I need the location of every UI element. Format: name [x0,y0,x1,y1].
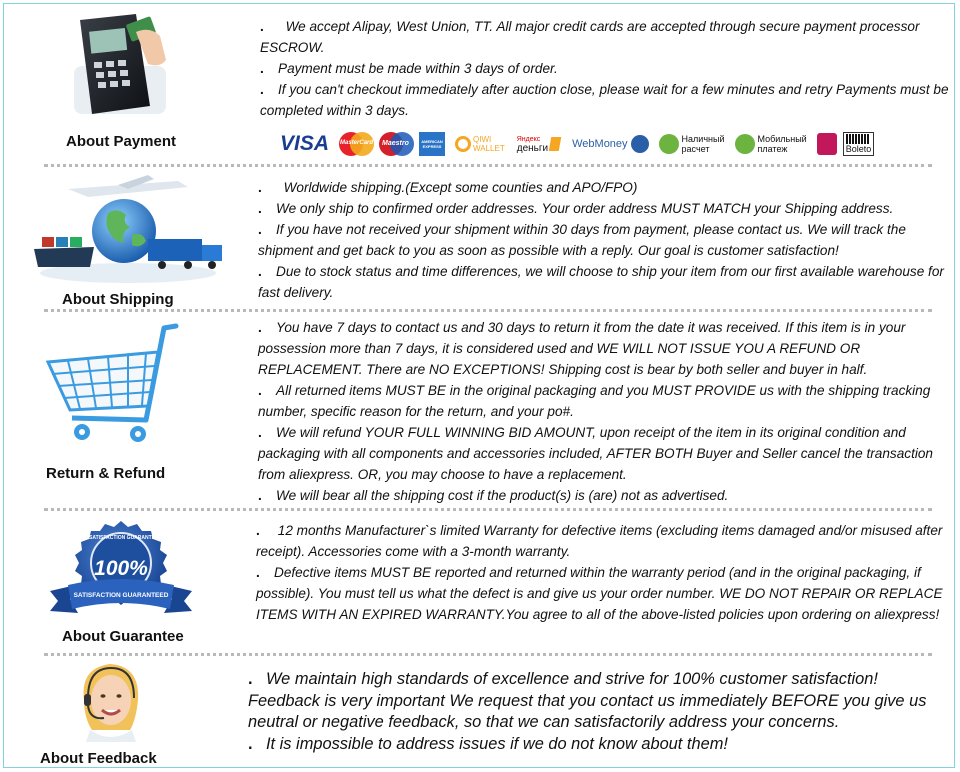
shipping-text [258,177,950,303]
returns-caption: Return & Refund [46,465,166,482]
shipping-bullet-3: . If you have not received your shipment within 30 days from payment, please contact us. We will track the shipment and get back to you as soon as possible with a reply. Our goal is customer satisfaction! [258,222,906,258]
payment-text [260,16,950,121]
returns-bullet-4: . We will bear all the shipping cost if the product(s) is (are) not as advertised. [258,488,729,503]
shipping-bullet-2: . We only ship to confirmed order addresses. Your order address MUST MATCH your Shipping address. [258,201,894,216]
payment-bullet-1: . We accept Alipay, West Union, TT. All major credit cards are accepted through secure payment processor ESCROW. [260,19,920,55]
visa-logo: VISA [280,132,330,155]
payment-methods-row [280,128,874,160]
shipping-globe-icon [28,175,228,287]
payment-bullet-3: . If you can't checkout immediately after auction close, please wait for a few minutes and retry Payments must be completed within 3 days. [260,82,949,118]
mobile-payment-logo: Мобильный платеж [735,134,807,154]
boleto-logo: Boleto [843,132,875,156]
guarantee-bullet-2: . Defective items MUST BE reported and returned within the warranty period (and in the original packaging, if possible). You must tell us what the defect is and give us your order number. WE DO NOT REPAIR OR REPLACE ITEMS WITH AN EXPIRED WARRANTY.You agree to all of the above-listed policies upon ordering on aliexpress! [256,565,943,622]
badge-top-text: SATISFACTION GUARANTEED [89,535,162,541]
guarantee-text [256,520,950,625]
guarantee-caption: About Guarantee [62,628,184,645]
feedback-caption: About Feedback [40,750,157,767]
returns-bullet-1: . You have 7 days to contact us and 30 days to return it from the date it was received. If this item is in your possession more than 7 days, it is considered used and WE WILL NOT ISSUE YOU A REFUND OR REPLACEMENT. There are NO EXCEPTIONS! Shipping cost is bear by both seller and buyer in half. [258,320,906,377]
feedback-bullet-2: . It is impossible to address issues if we do not know about them! [248,734,728,753]
webmoney-logo: WebMoney [572,135,648,153]
yandex-money-logo: Яндекс деньги [517,135,560,153]
badge-ribbon-text: SATISFACTION GUARANTEED [73,592,169,599]
shopping-cart-icon [42,322,182,452]
shipping-section [4,167,956,309]
mastercard-logo: MasterCard [339,132,373,156]
guarantee-bullet-1: . 12 months Manufacturer`s limited Warranty for defective items (excluding items damaged and/or misused after receipt). Accessories come with a 3-month warranty. [256,523,943,559]
payment-section [4,4,956,164]
amex-logo: AMERICAN EXPRESS [419,132,445,156]
feedback-section [4,656,956,768]
shipping-caption: About Shipping [62,291,174,308]
id-logo [817,133,837,155]
returns-section [4,312,956,508]
pos-terminal-icon [66,10,176,125]
badge-percent: 100% [94,557,148,580]
shipping-bullet-4: . Due to stock status and time differences, we will choose to ship your item from our first available warehouse for fast delivery. [258,264,944,300]
maestro-logo: Maestro [379,132,413,156]
feedback-bullet-1: . We maintain high standards of excellence and strive for 100% customer satisfaction! Feedback is very important We request that you contact us immediately BEFORE you give us neutral or negative feedback, so that we can satisfactorily address your concerns. [248,670,927,731]
guarantee-section [4,511,956,653]
returns-bullet-3: . We will refund YOUR FULL WINNING BID AMOUNT, upon receipt of the item in its original condition and packaging with all components and accessories included, AFTER BOTH Buyer and Seller cancel the transaction from aliexpress. OR, you may choose to have a replacement. [258,425,933,482]
returns-bullet-2: . All returned items MUST BE in the original packaging and you MUST PROVIDE us with the shipping tracking number, specific reason for the return, and your po#. [258,383,931,419]
feedback-text [248,669,950,755]
satisfaction-badge [46,519,196,629]
shipping-bullet-1: . Worldwide shipping.(Except some counties and APO/FPO) [258,180,638,195]
cash-payment-logo: Наличный расчет [659,134,725,154]
policy-panel [3,3,955,768]
payment-bullet-2: . Payment must be made within 3 days of order. [260,61,558,76]
support-agent-icon [76,660,146,742]
qiwi-logo: QIWI WALLET [455,135,505,153]
payment-caption: About Payment [66,133,177,150]
returns-text [258,317,950,506]
